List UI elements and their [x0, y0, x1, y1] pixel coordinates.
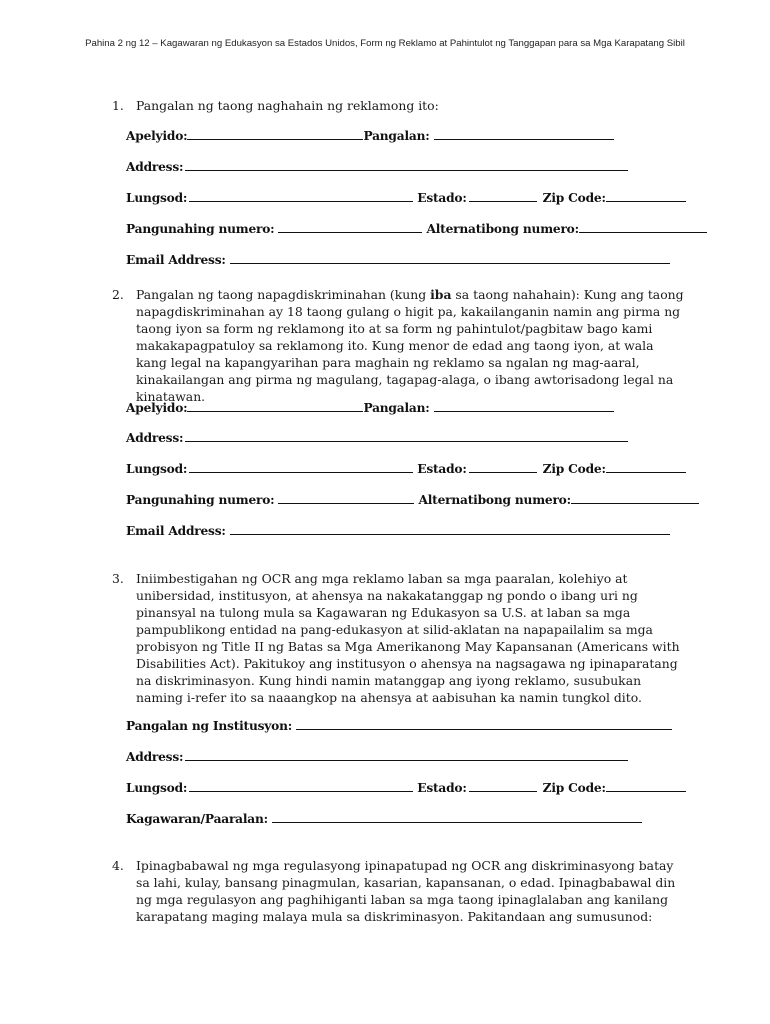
s2-email-row	[126, 523, 670, 538]
zip-field[interactable]	[606, 461, 686, 473]
label-lungsod: Lungsod:	[126, 781, 188, 795]
label-alternatibong: Alternatibong numero:	[418, 493, 571, 507]
kagawaran-field[interactable]	[272, 811, 642, 823]
s3-department-row	[126, 811, 642, 826]
item-text	[136, 286, 684, 405]
s2-name-row	[126, 400, 614, 415]
label-estado: Estado:	[417, 462, 467, 476]
item-2	[112, 286, 684, 405]
s1-name-row	[126, 128, 614, 143]
s2-address-row	[126, 430, 628, 445]
text-part: Pangalan ng taong napagdiskriminahan (kung	[136, 287, 431, 302]
label-pangunahing: Pangunahing numero:	[126, 493, 275, 507]
email-field[interactable]	[230, 523, 670, 535]
item-number: 2.	[112, 287, 124, 302]
address-field[interactable]	[185, 749, 628, 761]
label-address: Address:	[126, 431, 184, 445]
email-field[interactable]	[230, 252, 670, 264]
label-zip: Zip Code:	[542, 781, 606, 795]
zip-field[interactable]	[606, 190, 686, 202]
address-field[interactable]	[185, 430, 628, 442]
item-text: Ipinagbabawal ng mga regulasyong ipinapatupad ng OCR ang diskriminasyong batay sa lahi, kulay, bansang pinagmulan, kasarian, kapansanan, o edad. Ipinagbabawal din ng mga regulasyon ang paghihiganti laban sa mga taong ipinaglalaban ang kanilang karapatang maging malaya mula sa diskriminasyon. Pakitandaan ang sumusunod:	[136, 858, 676, 924]
label-pangunahing: Pangunahing numero:	[126, 222, 275, 236]
s1-address-row	[126, 159, 628, 174]
s3-address-row	[126, 749, 628, 764]
item-number: 3.	[112, 571, 124, 586]
s2-phone-row	[126, 492, 699, 507]
pangalan-field[interactable]	[434, 400, 614, 412]
item-number: 4.	[112, 858, 124, 873]
label-email: Email Address:	[126, 524, 226, 538]
label-apelyido: Apelyido:	[126, 401, 188, 415]
label-address: Address:	[126, 750, 184, 764]
label-address: Address:	[126, 160, 184, 174]
label-alternatibong: Alternatibong numero:	[426, 222, 579, 236]
pangalan-field[interactable]	[434, 128, 614, 140]
item-4	[112, 857, 684, 925]
address-field[interactable]	[185, 159, 628, 171]
estado-field[interactable]	[469, 190, 537, 202]
item-text: Pangalan ng taong naghahain ng reklamong ito:	[136, 98, 439, 113]
label-email: Email Address:	[126, 253, 226, 267]
s1-phone-row	[126, 221, 707, 236]
lungsod-field[interactable]	[189, 780, 413, 792]
label-zip: Zip Code:	[542, 462, 606, 476]
label-zip: Zip Code:	[542, 191, 606, 205]
label-lungsod: Lungsod:	[126, 462, 188, 476]
alternatibong-field[interactable]	[579, 221, 707, 233]
s1-city-row	[126, 190, 686, 205]
s1-email-row	[126, 252, 670, 267]
text-part: sa taong nahahain): Kung ang taong napagdiskriminahan ay 18 taong gulang o higit pa, kakailanganin namin ang pirma ng taong iyon sa form ng reklamong ito at sa form ng pahintulot/pagbitaw bago kami makakapagpatuloy sa reklamong ito. Kung menor de edad ang taong iyon, at wala kang legal na kapangyarihan para maghain ng reklamo sa ngalan ng mag-aaral, kinakailangan ang pirma ng magulang, tagapag-alaga, o ibang awtorisadong legal na kinatawan.	[136, 287, 684, 404]
s3-institution-row	[126, 718, 672, 733]
text-bold: iba	[430, 287, 452, 302]
item-text: Iniimbestigahan ng OCR ang mga reklamo laban sa mga paaralan, kolehiyo at unibersidad, institusyon, at ahensya na nakakatanggap ng pondo o ibang uri ng pinansyal na tulong mula sa Kagawaran ng Edukasyon sa U.S. at laban sa mga pampublikong entidad na pang-edukasyon at silid-aklatan na napapailalim sa mga probisyon ng Title II ng Batas sa Mga Amerikanong May Kapansanan (Americans with Disabilities Act). Pakitukoy ang institusyon o ahensya na nagsagawa ng ipinaparatang na diskriminasyon. Kung hindi namin matanggap ang iyong reklamo, susubukan naming i-refer ito sa naaangkop na ahensya at aabisuhan ka namin tungkol dito.	[136, 571, 680, 705]
item-number: 1.	[112, 98, 124, 113]
pangunahing-field[interactable]	[278, 492, 414, 504]
label-pangalan: Pangalan:	[363, 129, 430, 143]
institusyon-field[interactable]	[296, 718, 672, 730]
label-apelyido: Apelyido:	[126, 129, 188, 143]
lungsod-field[interactable]	[189, 190, 413, 202]
label-estado: Estado:	[417, 781, 467, 795]
label-estado: Estado:	[417, 191, 467, 205]
item-1	[112, 97, 684, 114]
alternatibong-field[interactable]	[571, 492, 699, 504]
label-institusyon: Pangalan ng Institusyon:	[126, 719, 293, 733]
page-header: Pahina 2 ng 12 – Kagawaran ng Edukasyon sa Estados Unidos, Form ng Reklamo at Pahintulot ng Tanggapan para sa Mga Karapatang Sibil	[85, 38, 685, 49]
s3-city-row	[126, 780, 686, 795]
estado-field[interactable]	[469, 461, 537, 473]
apelyido-field[interactable]	[187, 128, 363, 140]
lungsod-field[interactable]	[189, 461, 413, 473]
estado-field[interactable]	[469, 780, 537, 792]
zip-field[interactable]	[606, 780, 686, 792]
s2-city-row	[126, 461, 686, 476]
item-3	[112, 570, 684, 706]
label-kagawaran: Kagawaran/Paaralan:	[126, 812, 268, 826]
pangunahing-field[interactable]	[278, 221, 422, 233]
apelyido-field[interactable]	[187, 400, 363, 412]
label-lungsod: Lungsod:	[126, 191, 188, 205]
label-pangalan: Pangalan:	[363, 401, 430, 415]
